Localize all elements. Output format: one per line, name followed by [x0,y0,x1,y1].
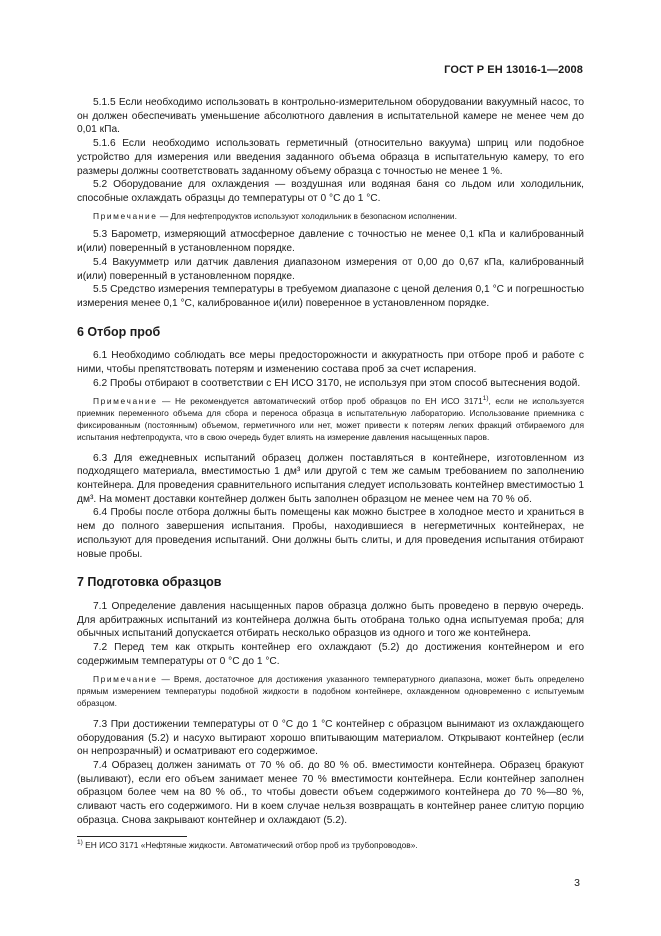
clause-5-3: 5.3 Барометр, измеряющий атмосферное давление с точностью не менее 0,1 кПа и калиброванный и(или) поверенный в установленном порядке. [77,229,584,255]
footnote [77,839,584,851]
note-label: Примечание [93,674,158,685]
clause-7-2: 7.2 Перед тем как открыть контейнер его охлаждают (5.2) до достижения контейнером и его содержимым температуры от 0 °С до 1 °С. [77,642,584,667]
footnote-ref: 1) [482,395,489,403]
note-label: Примечание [93,396,158,407]
footnote-text: ЕН ИСО 3171 «Нефтяные жидкости. Автоматический отбор проб из трубопроводов». [85,839,418,850]
note-7-2 [77,674,584,709]
clause-6-4: 6.4 Пробы после отбора должны быть помещены как можно быстрее в холодное место и храниться в нем до полного завершения испытания. Пробы, находившиеся в негерметичных контейнерах, не используют для проведения испытаний. Они должны быть слиты, и для проведения испытания отбирают новые пробы. [77,507,584,560]
note-text: — Для нефтепродуктов используют холодильник в безопасном исполнении. [159,210,457,221]
note-label: Примечание [93,210,158,221]
section-heading-7: 7 Подготовка образцов [77,575,222,590]
note-text-cont: , если не используется приемник переменного объема для сбора и переноса образца в испытательную лабораторию. Использование приемника с фиксированным (постоянным) объемом, герметичного или нет, может привести к потерям легких фракций отбираемого для испытания нефтепродукта, что в свою очередь будет влиять на измерение давления насыщенных паров. [77,396,585,442]
note-5-2 [77,211,584,223]
clause-7-1: 7.1 Определение давления насыщенных паров образца должно быть проведено в первую очередь. Для арбитражных испытаний из контейнера должна быть отобрана только одна испытуемая проба; для обычных испытаний допускается отбирать несколько образцов из одного и того же контейнера. [77,600,584,640]
clause-5-2: 5.2 Оборудование для охлаждения — воздушная или водяная баня со льдом или холодильник, способные охлаждать образцы до температуры от 0 °С до 1 °С. [77,179,584,204]
page-number: 3 [574,877,580,889]
note-text: — Время, достаточное для достижения указанного температурного диапазона, может быть определено прямым измерением температуры подобной жидкости в подобном контейнере, охлажденном одновременно с испытуемым образцом. [77,674,585,709]
footnote-mark: 1) [77,838,83,846]
clause-6-1: 6.1 Необходимо соблюдать все меры предосторожности и аккуратность при отборе проб и работе с ними, чтобы препятствовать потерям и изменению состава проб за счет испарения. [77,350,584,376]
clause-7-3: 7.3 При достижении температуры от 0 °С до 1 °С контейнер с образцом вынимают из охлаждающего оборудования (5.2) и насухо вытирают хорошо впитывающим материалом. Открывают контейнер (если он непрозрачный) и осматривают его содержимое. [77,718,584,758]
section-heading-6: 6 Отбор проб [77,324,161,339]
clause-5-5: 5.5 Средство измерения температуры в требуемом диапазоне с ценой деления 0,1 °С и погрешностью измерения менее 0,1 °С, калиброванное и(или) поверенное в установленном порядке. [77,284,584,309]
note-text: — Не рекомендуется автоматический отбор проб образцов по ЕН ИСО 3171 [162,396,483,407]
clause-5-1-5: 5.1.5 Если необходимо использовать в контрольно-измерительном оборудовании вакуумный насос, то он должен обеспечивать уменьшение абсолютного давления в испытательной камере не менее чем до 0,01 кПа. [77,97,584,136]
clause-7-4: 7.4 Образец должен занимать от 70 % об. до 80 % об. вместимости контейнера. Образец бракуют (выливают), если его объем занимает менее 70 % вместимости контейнера. Если контейнер заполнен образцом более чем на 80 % об., то чтобы довести объем содержимого контейнера до 70 %—80 %, сливают часть его содержимого. Ни в коем случае нельзя возвращать в контейнер ранее слитую порцию образца. Снова закрывают контейнер и охлаждают (5.2). [77,759,584,826]
clause-6-2: 6.2 Пробы отбирают в соответствии с ЕН ИСО 3170, не используя при этом способ вытеснения водой. [93,377,581,389]
footnote-separator [77,836,187,837]
standard-header: ГОСТ Р ЕН 13016-1—2008 [444,64,583,76]
page-body [77,96,584,851]
note-6-2 [77,396,584,443]
clause-5-4: 5.4 Вакуумметр или датчик давления диапазоном измерения от 0,00 до 0,67 кПа, калиброванный и(или) поверенный в установленном порядке. [77,256,584,282]
clause-6-3: 6.3 Для ежедневных испытаний образец должен поставляться в контейнере, изготовленном из подходящего материала, вместимостью 1 дм³ или другой с тем же самым требованием по заполнению контейнера. Для проведения сравнительного испытания следует использовать контейнер вместимостью 1 дм³. На момент доставки контейнер должен быть заполнен образцом не менее чем на 70 % об. [77,452,585,505]
clause-5-1-6: 5.1.6 Если необходимо использовать герметичный (относительно вакуума) шприц или подобное устройство для измерения или введения заданного объема образца в испытательную камеру, то его размеры должны соответствовать заданному объему образца с точностью не менее 1 %. [77,138,584,177]
